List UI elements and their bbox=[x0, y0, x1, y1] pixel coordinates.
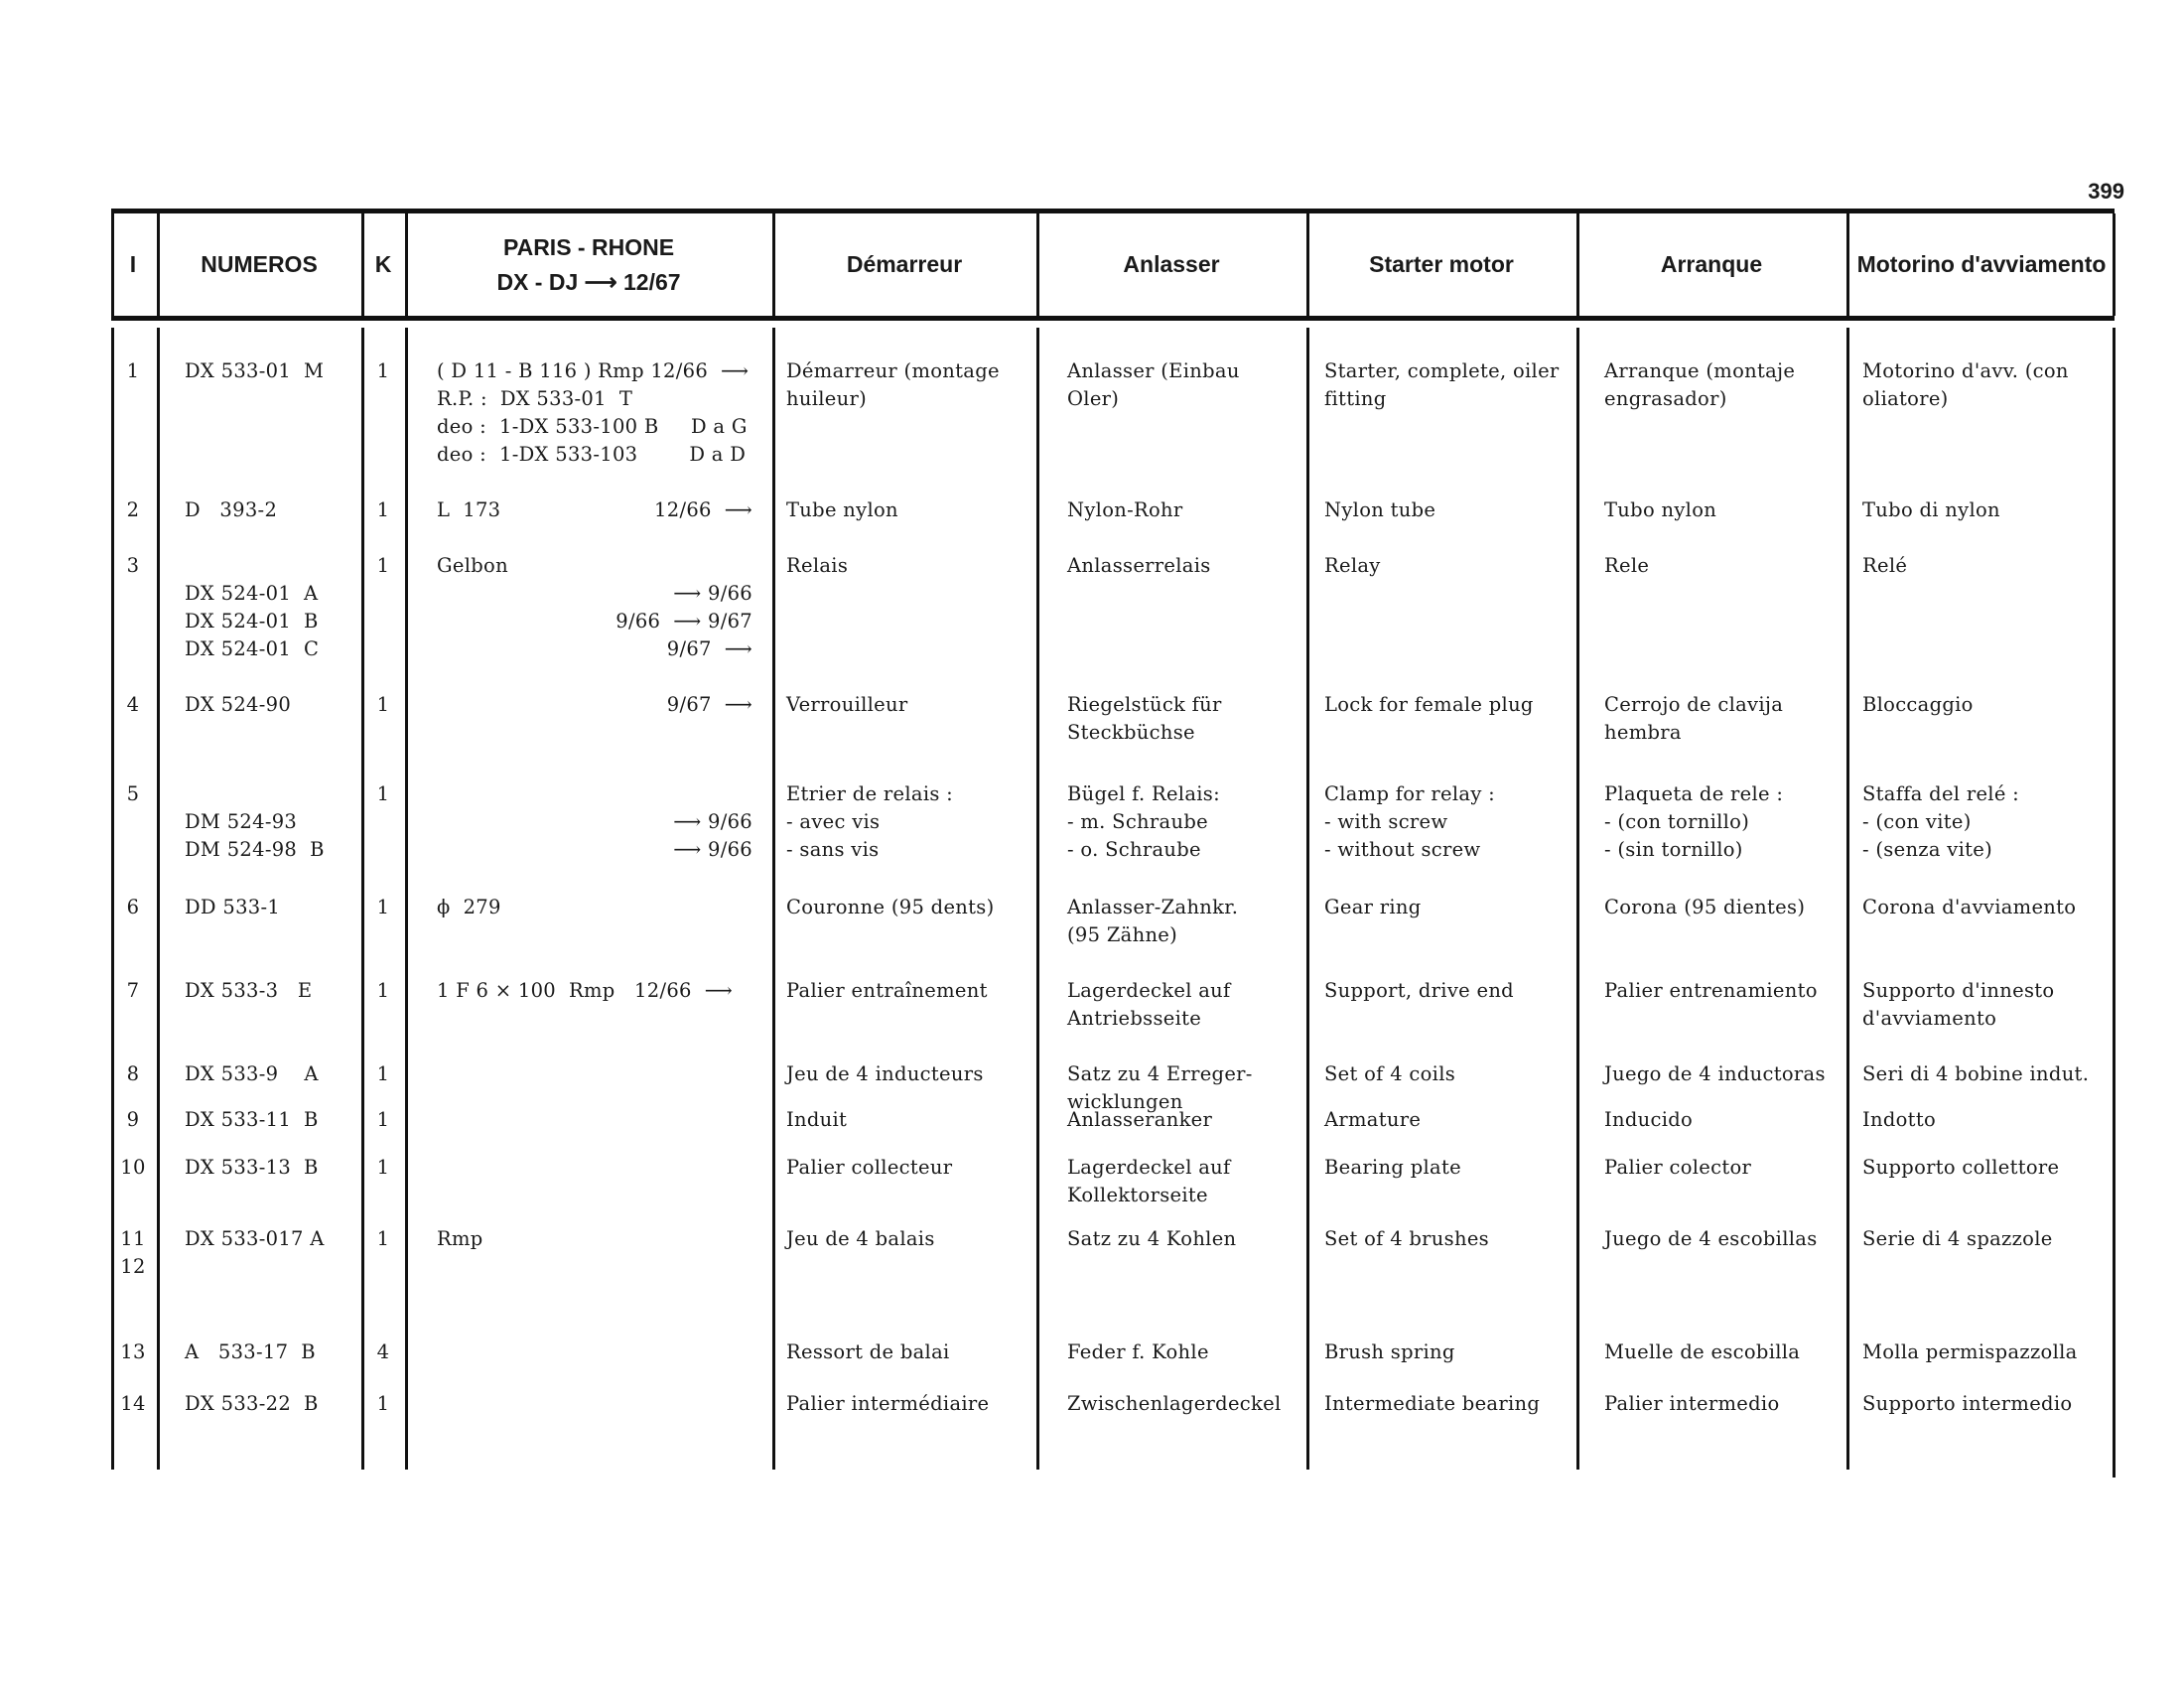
cell-line: Support, drive end bbox=[1324, 979, 1514, 1002]
cell-line: Corona d'avviamento bbox=[1862, 896, 2077, 918]
header-bottom-border bbox=[111, 316, 2115, 321]
row-9-k-cell bbox=[363, 1106, 403, 1134]
row-4-k-cell bbox=[363, 691, 403, 719]
row-10-en-cell bbox=[1324, 1154, 1572, 1182]
row-6-k-cell bbox=[363, 894, 403, 921]
cell-line: 5 bbox=[126, 782, 140, 805]
cell-line bbox=[437, 780, 752, 808]
cell-line: Supporto collettore bbox=[1862, 1156, 2060, 1179]
row-11-idx-cell bbox=[111, 1225, 155, 1281]
cell-line: Seri di 4 bobine indut. bbox=[1862, 1062, 2090, 1085]
cell-line: Starter, complete, oiler bbox=[1324, 359, 1560, 382]
cell-line: Tube nylon bbox=[786, 498, 898, 521]
header-index: I bbox=[129, 251, 137, 278]
row-8-k-cell bbox=[363, 1060, 403, 1088]
row-3-num-cell bbox=[185, 552, 353, 663]
cell-line: 9 bbox=[126, 1108, 140, 1131]
row-2-it-cell bbox=[1862, 496, 2111, 524]
row-4-num-cell bbox=[185, 691, 353, 719]
cell-line bbox=[185, 780, 353, 808]
row-5-pr-r-cell bbox=[437, 780, 752, 864]
cell-line: oliatore) bbox=[1862, 387, 1949, 410]
row-3-it-cell bbox=[1862, 552, 2111, 580]
cell-line: Armature bbox=[1324, 1108, 1422, 1131]
cell-line: - avec vis bbox=[786, 810, 881, 833]
row-7-idx-cell bbox=[111, 977, 155, 1005]
cell-line: engrasador) bbox=[1604, 387, 1727, 410]
row-5-num-cell bbox=[185, 780, 353, 864]
cell-line: Relais bbox=[786, 554, 849, 577]
cell-line: Tubo nylon bbox=[1604, 498, 1717, 521]
cell-line: Jeu de 4 inducteurs bbox=[786, 1062, 984, 1085]
row-10-es-cell bbox=[1604, 1154, 1847, 1182]
cell-line: 1 bbox=[376, 1227, 390, 1250]
row-3-de-cell bbox=[1067, 552, 1305, 580]
row-1-fr-cell bbox=[786, 357, 1034, 413]
row-4-idx-cell bbox=[111, 691, 155, 719]
row-13-idx-cell bbox=[111, 1390, 155, 1418]
cell-line: DX 533-017 A bbox=[185, 1227, 325, 1250]
cell-line: D 393-2 bbox=[185, 498, 278, 521]
cell-line: Serie di 4 spazzole bbox=[1862, 1227, 2053, 1250]
cell-line: 13 bbox=[120, 1340, 146, 1363]
cell-line: Ressort de balai bbox=[786, 1340, 950, 1363]
cell-line: Nylon tube bbox=[1324, 498, 1436, 521]
cell-line: DX 524-01 A bbox=[185, 582, 319, 605]
cell-line: Plaqueta de rele : bbox=[1604, 782, 1784, 805]
cell-line: Riegelstück für bbox=[1067, 693, 1222, 716]
header-english: Starter motor bbox=[1369, 251, 1514, 278]
row-13-de-cell bbox=[1067, 1390, 1305, 1418]
cell-line: deo : 1-DX 533-103 D a D bbox=[437, 443, 747, 466]
cell-line: Zwischenlagerdeckel bbox=[1067, 1392, 1282, 1415]
row-13-k-cell bbox=[363, 1390, 403, 1418]
row-6-de-cell bbox=[1067, 894, 1305, 949]
cell-line: 10 bbox=[120, 1156, 146, 1179]
cell-line: Lock for female plug bbox=[1324, 693, 1534, 716]
cell-line: - with screw bbox=[1324, 810, 1448, 833]
row-3-pr-r-cell bbox=[437, 552, 752, 663]
cell-line: 3 bbox=[126, 554, 140, 577]
cell-line: Gelbon bbox=[437, 554, 508, 577]
row-13-fr-cell bbox=[786, 1390, 1034, 1418]
column-rule-body-4 bbox=[772, 328, 775, 1470]
row-2-num-cell bbox=[185, 496, 353, 524]
header-spanish: Arranque bbox=[1660, 251, 1763, 278]
row-4-pr-r-cell bbox=[437, 691, 752, 719]
cell-line bbox=[437, 552, 752, 580]
column-rule-body-7 bbox=[1576, 328, 1579, 1470]
cell-line: 1 bbox=[376, 554, 390, 577]
cell-line: 1 bbox=[376, 1108, 390, 1131]
cell-line: Etrier de relais : bbox=[786, 782, 954, 805]
cell-line: (95 Zähne) bbox=[1067, 923, 1178, 946]
row-9-idx-cell bbox=[111, 1106, 155, 1134]
row-6-idx-cell bbox=[111, 894, 155, 921]
row-8-it-cell bbox=[1862, 1060, 2111, 1088]
row-10-num-cell bbox=[185, 1154, 353, 1182]
row-11-it-cell bbox=[1862, 1225, 2111, 1253]
cell-line: 1 bbox=[126, 359, 140, 382]
cell-line: Anlasser (Einbau bbox=[1067, 359, 1240, 382]
row-1-pr-cell bbox=[437, 357, 754, 469]
cell-line: Gear ring bbox=[1324, 896, 1422, 918]
cell-line: 4 bbox=[126, 693, 140, 716]
cell-line: 12/66 ⟶ bbox=[654, 498, 752, 521]
row-11-de-cell bbox=[1067, 1225, 1305, 1253]
header-french: Démarreur bbox=[846, 251, 963, 278]
cell-line: DX 533-22 B bbox=[185, 1392, 319, 1415]
row-5-it-cell bbox=[1862, 780, 2111, 864]
cell-line: Bloccaggio bbox=[1862, 693, 1974, 716]
cell-line: DM 524-93 bbox=[185, 810, 298, 833]
cell-line: - sans vis bbox=[786, 838, 880, 861]
row-6-pr-cell bbox=[437, 894, 754, 921]
row-8-es-cell bbox=[1604, 1060, 1847, 1088]
cell-line: - (con tornillo) bbox=[1604, 810, 1750, 833]
cell-line: 8 bbox=[126, 1062, 140, 1085]
cell-line: Démarreur (montage bbox=[786, 359, 1000, 382]
header-italian: Motorino d'avviamento bbox=[1856, 251, 2107, 278]
cell-line: 1 bbox=[376, 1392, 390, 1415]
cell-line: - (con vite) bbox=[1862, 810, 1972, 833]
row-4-es-cell bbox=[1604, 691, 1847, 747]
cell-line: Set of 4 coils bbox=[1324, 1062, 1456, 1085]
row-2-pr-r-cell bbox=[437, 496, 752, 524]
header-german: Anlasser bbox=[1123, 251, 1220, 278]
cell-line: 6 bbox=[126, 896, 140, 918]
row-5-de-cell bbox=[1067, 780, 1305, 864]
column-rule-body-1 bbox=[157, 328, 160, 1470]
cell-line: Indotto bbox=[1862, 1108, 1936, 1131]
row-10-fr-cell bbox=[786, 1154, 1034, 1182]
header-paris-rhone bbox=[407, 213, 770, 316]
row-12-it-cell bbox=[1862, 1338, 2111, 1366]
row-1-es-cell bbox=[1604, 357, 1847, 413]
row-3-fr-cell bbox=[786, 552, 1034, 580]
cell-line: Corona (95 dientes) bbox=[1604, 896, 1806, 918]
row-1-idx-cell bbox=[111, 357, 155, 385]
cell-line: Muelle de escobilla bbox=[1604, 1340, 1801, 1363]
row-13-en-cell bbox=[1324, 1390, 1572, 1418]
cell-line: L 173 bbox=[437, 498, 501, 521]
row-6-es-cell bbox=[1604, 894, 1847, 921]
cell-line: Arranque (montaje bbox=[1604, 359, 1796, 382]
row-4-fr-cell bbox=[786, 691, 1034, 719]
row-6-it-cell bbox=[1862, 894, 2111, 921]
cell-line: deo : 1-DX 533-100 B D a G bbox=[437, 415, 748, 438]
cell-line: Rmp bbox=[437, 1227, 483, 1250]
cell-line: DX 533-01 M bbox=[185, 359, 325, 382]
cell-line: Steckbüchse bbox=[1067, 721, 1195, 744]
row-7-pr-cell bbox=[437, 977, 754, 1005]
row-8-en-cell bbox=[1324, 1060, 1572, 1088]
header-numeros: NUMEROS bbox=[201, 251, 318, 278]
row-1-num-cell bbox=[185, 357, 353, 385]
cell-line: Juego de 4 inductoras bbox=[1604, 1062, 1826, 1085]
row-2-de-cell bbox=[1067, 496, 1305, 524]
row-7-k-cell bbox=[363, 977, 403, 1005]
cell-line: fitting bbox=[1324, 387, 1387, 410]
cell-line: 1 bbox=[376, 1156, 390, 1179]
cell-line: DM 524-98 B bbox=[185, 838, 325, 861]
cell-line: 11 bbox=[120, 1227, 146, 1250]
cell-line: DX 533-3 E bbox=[185, 979, 313, 1002]
cell-line: 1 bbox=[376, 359, 390, 382]
row-2-es-cell bbox=[1604, 496, 1847, 524]
row-11-en-cell bbox=[1324, 1225, 1572, 1253]
cell-line: Supporto intermedio bbox=[1862, 1392, 2073, 1415]
cell-line: DX 524-01 B bbox=[185, 610, 319, 633]
row-3-k-cell bbox=[363, 552, 403, 580]
row-5-es-cell bbox=[1604, 780, 1847, 864]
cell-line: DD 533-1 bbox=[185, 896, 281, 918]
cell-line: Anlasser-Zahnkr. bbox=[1067, 896, 1239, 918]
row-4-de-cell bbox=[1067, 691, 1305, 747]
cell-line: ⟶ 9/66 bbox=[673, 810, 752, 833]
cell-line: hembra bbox=[1604, 721, 1682, 744]
row-7-es-cell bbox=[1604, 977, 1847, 1005]
row-13-num-cell bbox=[185, 1390, 353, 1418]
row-11-es-cell bbox=[1604, 1225, 1847, 1253]
row-1-k-cell bbox=[363, 357, 403, 385]
cell-line: Oler) bbox=[1067, 387, 1120, 410]
cell-line: DX 524-90 bbox=[185, 693, 292, 716]
row-10-k-cell bbox=[363, 1154, 403, 1182]
row-3-es-cell bbox=[1604, 552, 1847, 580]
cell-line: Juego de 4 escobillas bbox=[1604, 1227, 1818, 1250]
cell-line: ( D 11 - B 116 ) Rmp 12/66 ⟶ bbox=[437, 359, 750, 382]
row-12-de-cell bbox=[1067, 1338, 1305, 1366]
row-9-de-cell bbox=[1067, 1106, 1305, 1134]
cell-line: Induit bbox=[786, 1108, 848, 1131]
cell-line: Antriebsseite bbox=[1067, 1007, 1202, 1030]
cell-line: Molla permispazzolla bbox=[1862, 1340, 2078, 1363]
cell-line: 1 bbox=[376, 979, 390, 1002]
cell-line: Clamp for relay : bbox=[1324, 782, 1496, 805]
row-7-num-cell bbox=[185, 977, 353, 1005]
column-rule-body-3 bbox=[405, 328, 408, 1470]
cell-line: 1 bbox=[376, 693, 390, 716]
row-2-en-cell bbox=[1324, 496, 1572, 524]
cell-line: 14 bbox=[120, 1392, 146, 1415]
cell-line: DX 524-01 C bbox=[185, 637, 320, 660]
cell-line: Palier colector bbox=[1604, 1156, 1752, 1179]
cell-line: Bügel f. Relais: bbox=[1067, 782, 1220, 805]
cell-line: d'avviamento bbox=[1862, 1007, 1997, 1030]
row-9-it-cell bbox=[1862, 1106, 2111, 1134]
cell-line: - m. Schraube bbox=[1067, 810, 1208, 833]
cell-line: 1 bbox=[376, 1062, 390, 1085]
cell-line: Palier intermédiaire bbox=[786, 1392, 990, 1415]
row-6-fr-cell bbox=[786, 894, 1034, 921]
cell-line: - (senza vite) bbox=[1862, 838, 1993, 861]
cell-line: ⟶ 9/66 bbox=[673, 582, 752, 605]
cell-line: Bearing plate bbox=[1324, 1156, 1461, 1179]
cell-line: Inducido bbox=[1604, 1108, 1694, 1131]
cell-line: 9/66 ⟶ 9/67 bbox=[615, 610, 752, 633]
cell-line: Feder f. Kohle bbox=[1067, 1340, 1209, 1363]
cell-line: Tubo di nylon bbox=[1862, 498, 2000, 521]
row-11-k-cell bbox=[363, 1225, 403, 1253]
cell-line: DX 533-9 A bbox=[185, 1062, 319, 1085]
row-12-num-cell bbox=[185, 1338, 353, 1366]
cell-line: 4 bbox=[376, 1340, 390, 1363]
cell-line: ϕ 279 bbox=[437, 896, 501, 918]
cell-line: Couronne (95 dents) bbox=[786, 896, 995, 918]
row-2-fr-cell bbox=[786, 496, 1034, 524]
row-12-en-cell bbox=[1324, 1338, 1572, 1366]
cell-line: 12 bbox=[120, 1255, 146, 1278]
row-1-de-cell bbox=[1067, 357, 1305, 413]
row-11-fr-cell bbox=[786, 1225, 1034, 1253]
cell-line: Palier intermedio bbox=[1604, 1392, 1780, 1415]
row-9-es-cell bbox=[1604, 1106, 1847, 1134]
column-rule-body-5 bbox=[1036, 328, 1039, 1470]
row-10-de-cell bbox=[1067, 1154, 1305, 1209]
row-10-idx-cell bbox=[111, 1154, 155, 1182]
cell-line: Lagerdeckel auf bbox=[1067, 1156, 1231, 1179]
row-3-idx-cell bbox=[111, 552, 155, 580]
row-12-es-cell bbox=[1604, 1338, 1847, 1366]
cell-line: 1 bbox=[376, 782, 390, 805]
row-12-k-cell bbox=[363, 1338, 403, 1366]
cell-line: huileur) bbox=[786, 387, 868, 410]
row-2-idx-cell bbox=[111, 496, 155, 524]
cell-line: 1 bbox=[376, 896, 390, 918]
cell-line: Brush spring bbox=[1324, 1340, 1455, 1363]
row-9-fr-cell bbox=[786, 1106, 1034, 1134]
page-number: 399 bbox=[2088, 179, 2124, 204]
cell-line: Palier entraînement bbox=[786, 979, 988, 1002]
cell-line: DX 533-13 B bbox=[185, 1156, 319, 1179]
cell-line: Nylon-Rohr bbox=[1067, 498, 1183, 521]
cell-line: - o. Schraube bbox=[1067, 838, 1201, 861]
cell-line: 9/67 ⟶ bbox=[666, 637, 752, 660]
column-rule-body-9 bbox=[2113, 328, 2116, 1477]
row-5-idx-cell bbox=[111, 780, 155, 808]
row-8-idx-cell bbox=[111, 1060, 155, 1088]
cell-line: Rele bbox=[1604, 554, 1650, 577]
cell-line: Relé bbox=[1862, 554, 1908, 577]
cell-line: ⟶ 9/66 bbox=[673, 838, 752, 861]
header-k: K bbox=[374, 251, 392, 278]
row-5-k-cell bbox=[363, 780, 403, 808]
row-8-num-cell bbox=[185, 1060, 353, 1088]
cell-line: Lagerdeckel auf bbox=[1067, 979, 1231, 1002]
cell-line: 1 bbox=[376, 498, 390, 521]
row-5-fr-cell bbox=[786, 780, 1034, 864]
column-rule-body-6 bbox=[1306, 328, 1309, 1470]
cell-line: A 533-17 B bbox=[185, 1340, 316, 1363]
row-13-it-cell bbox=[1862, 1390, 2111, 1418]
row-7-fr-cell bbox=[786, 977, 1034, 1005]
row-6-en-cell bbox=[1324, 894, 1572, 921]
row-2-k-cell bbox=[363, 496, 403, 524]
cell-line: Anlasserrelais bbox=[1067, 554, 1211, 577]
cell-line: Supporto d'innesto bbox=[1862, 979, 2055, 1002]
row-3-en-cell bbox=[1324, 552, 1572, 580]
row-7-it-cell bbox=[1862, 977, 2111, 1033]
cell-line: - without screw bbox=[1324, 838, 1481, 861]
row-5-en-cell bbox=[1324, 780, 1572, 864]
cell-line: Intermediate bearing bbox=[1324, 1392, 1541, 1415]
row-12-idx-cell bbox=[111, 1338, 155, 1366]
cell-line: Palier collecteur bbox=[786, 1156, 953, 1179]
row-1-it-cell bbox=[1862, 357, 2111, 413]
cell-line: wicklungen bbox=[1067, 1090, 1183, 1113]
row-11-pr-cell bbox=[437, 1225, 754, 1253]
row-6-num-cell bbox=[185, 894, 353, 921]
row-10-it-cell bbox=[1862, 1154, 2111, 1182]
row-8-fr-cell bbox=[786, 1060, 1034, 1088]
cell-line: Staffa del relé : bbox=[1862, 782, 2020, 805]
cell-line: - (sin tornillo) bbox=[1604, 838, 1743, 861]
row-7-en-cell bbox=[1324, 977, 1572, 1005]
cell-line: Cerrojo de clavija bbox=[1604, 693, 1784, 716]
row-4-en-cell bbox=[1324, 691, 1572, 719]
cell-line: R.P. : DX 533-01 T bbox=[437, 387, 633, 410]
cell-line: Anlasseranker bbox=[1067, 1108, 1213, 1131]
cell-line: Set of 4 brushes bbox=[1324, 1227, 1489, 1250]
cell-line: Jeu de 4 balais bbox=[786, 1227, 935, 1250]
cell-line: Relay bbox=[1324, 554, 1381, 577]
cell-line: 7 bbox=[126, 979, 140, 1002]
cell-line: Palier entrenamiento bbox=[1604, 979, 1818, 1002]
header-paris-rhone-title: PARIS - RHONE bbox=[502, 234, 675, 260]
cell-line: 9/67 ⟶ bbox=[666, 693, 752, 716]
cell-line: Motorino d'avv. (con bbox=[1862, 359, 2069, 382]
row-4-it-cell bbox=[1862, 691, 2111, 719]
header-paris-rhone-models: DX - DJ ⟶ 12/67 bbox=[496, 268, 681, 295]
cell-line: 2 bbox=[126, 498, 140, 521]
cell-line: DX 533-11 B bbox=[185, 1108, 319, 1131]
row-9-num-cell bbox=[185, 1106, 353, 1134]
row-9-en-cell bbox=[1324, 1106, 1572, 1134]
row-7-de-cell bbox=[1067, 977, 1305, 1033]
row-11-num-cell bbox=[185, 1225, 353, 1253]
cell-line: Satz zu 4 Kohlen bbox=[1067, 1227, 1237, 1250]
cell-line: Verrouilleur bbox=[786, 693, 908, 716]
row-13-es-cell bbox=[1604, 1390, 1847, 1418]
cell-line: Kollektorseite bbox=[1067, 1184, 1208, 1206]
cell-line bbox=[185, 552, 353, 580]
cell-line: 1 F 6 × 100 Rmp 12/66 ⟶ bbox=[437, 979, 733, 1002]
row-1-en-cell bbox=[1324, 357, 1572, 413]
row-12-fr-cell bbox=[786, 1338, 1034, 1366]
cell-line: Satz zu 4 Erreger- bbox=[1067, 1062, 1253, 1085]
